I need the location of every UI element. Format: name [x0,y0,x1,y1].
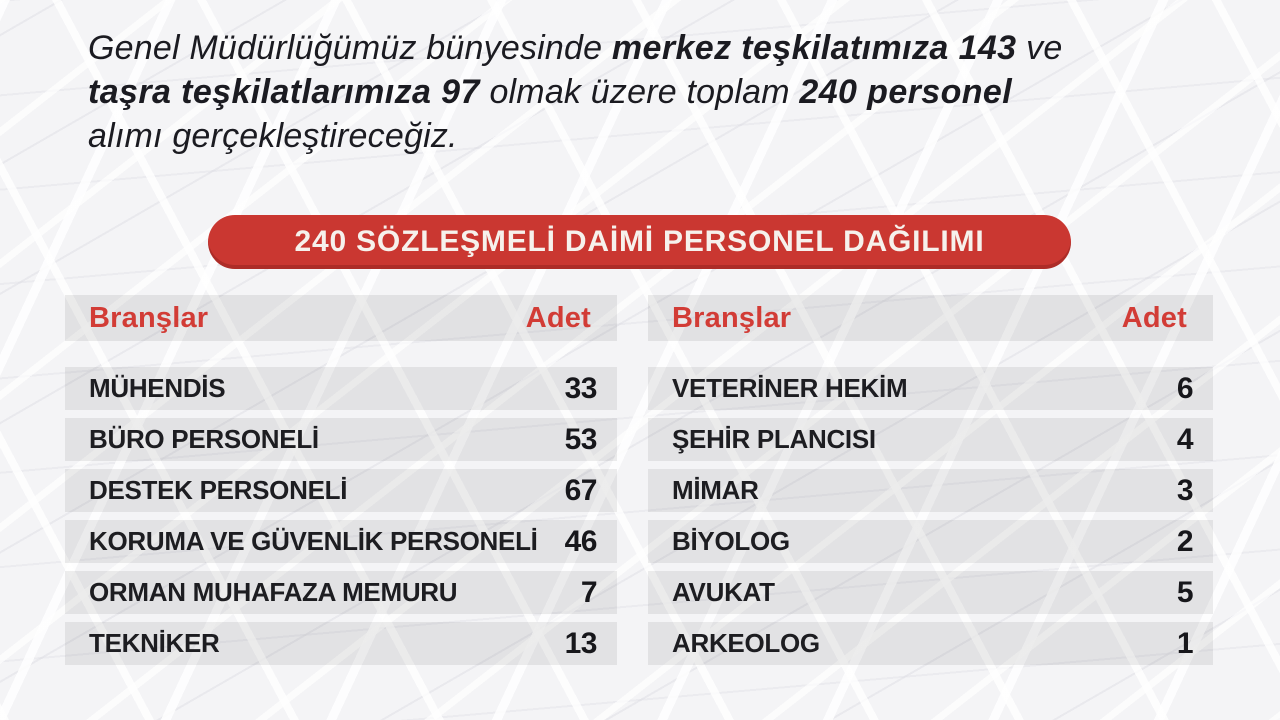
staff-table-right [648,295,1213,673]
row-count-value: 33 [564,371,597,405]
row-count-value: 4 [1176,422,1193,456]
table-row [648,520,1213,563]
row-branch-label: ARKEOLOG [672,628,820,658]
table-row [648,367,1213,410]
row-branch-label: ŞEHİR PLANCISI [672,424,876,454]
table-row [65,571,617,614]
row-branch-label: TEKNİKER [89,628,220,658]
row-branch-label: BÜRO PERSONELİ [89,424,319,454]
row-branch-label: MİMAR [672,475,759,505]
row-count-value: 67 [564,473,597,507]
table-row [65,418,617,461]
header-count-label: Adet [1121,301,1187,334]
table-row [648,469,1213,512]
row-count-value: 53 [564,422,597,456]
header-count-label: Adet [525,301,591,334]
banner-title: 240 SÖZLEŞMELİ DAİMİ PERSONEL DAĞILIMI [294,225,985,258]
row-count-value: 5 [1176,575,1193,609]
table-header [648,295,1213,341]
intro-paragraph [88,26,1208,158]
table-row [65,469,617,512]
intro-line-2 [88,70,1208,114]
intro-text-bold: 240 personel [799,73,1013,111]
intro-text: olmak üzere toplam [479,73,800,111]
row-count-value: 13 [564,626,597,660]
row-branch-label: ORMAN MUHAFAZA MEMURU [89,577,458,607]
row-branch-label: BİYOLOG [672,526,790,556]
table-row [648,571,1213,614]
row-branch-label: KORUMA VE GÜVENLİK PERSONELİ [89,526,538,556]
table-row [65,367,617,410]
intro-line-1 [88,26,1208,70]
table-row [65,520,617,563]
table-row [648,418,1213,461]
table-row [65,622,617,665]
intro-text-bold: taşra teşkilatlarımıza 97 [88,73,480,111]
intro-text: alımı gerçekleştireceğiz. [88,117,458,155]
staff-table-left [65,295,617,673]
row-branch-label: AVUKAT [672,577,775,607]
row-count-value: 2 [1176,524,1193,558]
table-header [65,295,617,341]
row-count-value: 1 [1176,626,1193,660]
row-count-value: 46 [564,524,597,558]
row-count-value: 7 [580,575,597,609]
intro-line-3 [88,114,1208,158]
table-row [648,622,1213,665]
row-branch-label: MÜHENDİS [89,373,226,403]
row-count-value: 3 [1176,473,1193,507]
intro-text: Genel Müdürlüğümüz bünyesinde [88,29,612,67]
row-branch-label: VETERİNER HEKİM [672,373,908,403]
row-count-value: 6 [1176,371,1193,405]
intro-text-bold: merkez teşkilatımıza 143 [611,29,1017,67]
intro-text: ve [1016,29,1063,67]
announcement-banner [208,215,1071,269]
header-branch-label: Branşlar [672,301,792,334]
header-branch-label: Branşlar [89,301,209,334]
row-branch-label: DESTEK PERSONELİ [89,475,348,505]
